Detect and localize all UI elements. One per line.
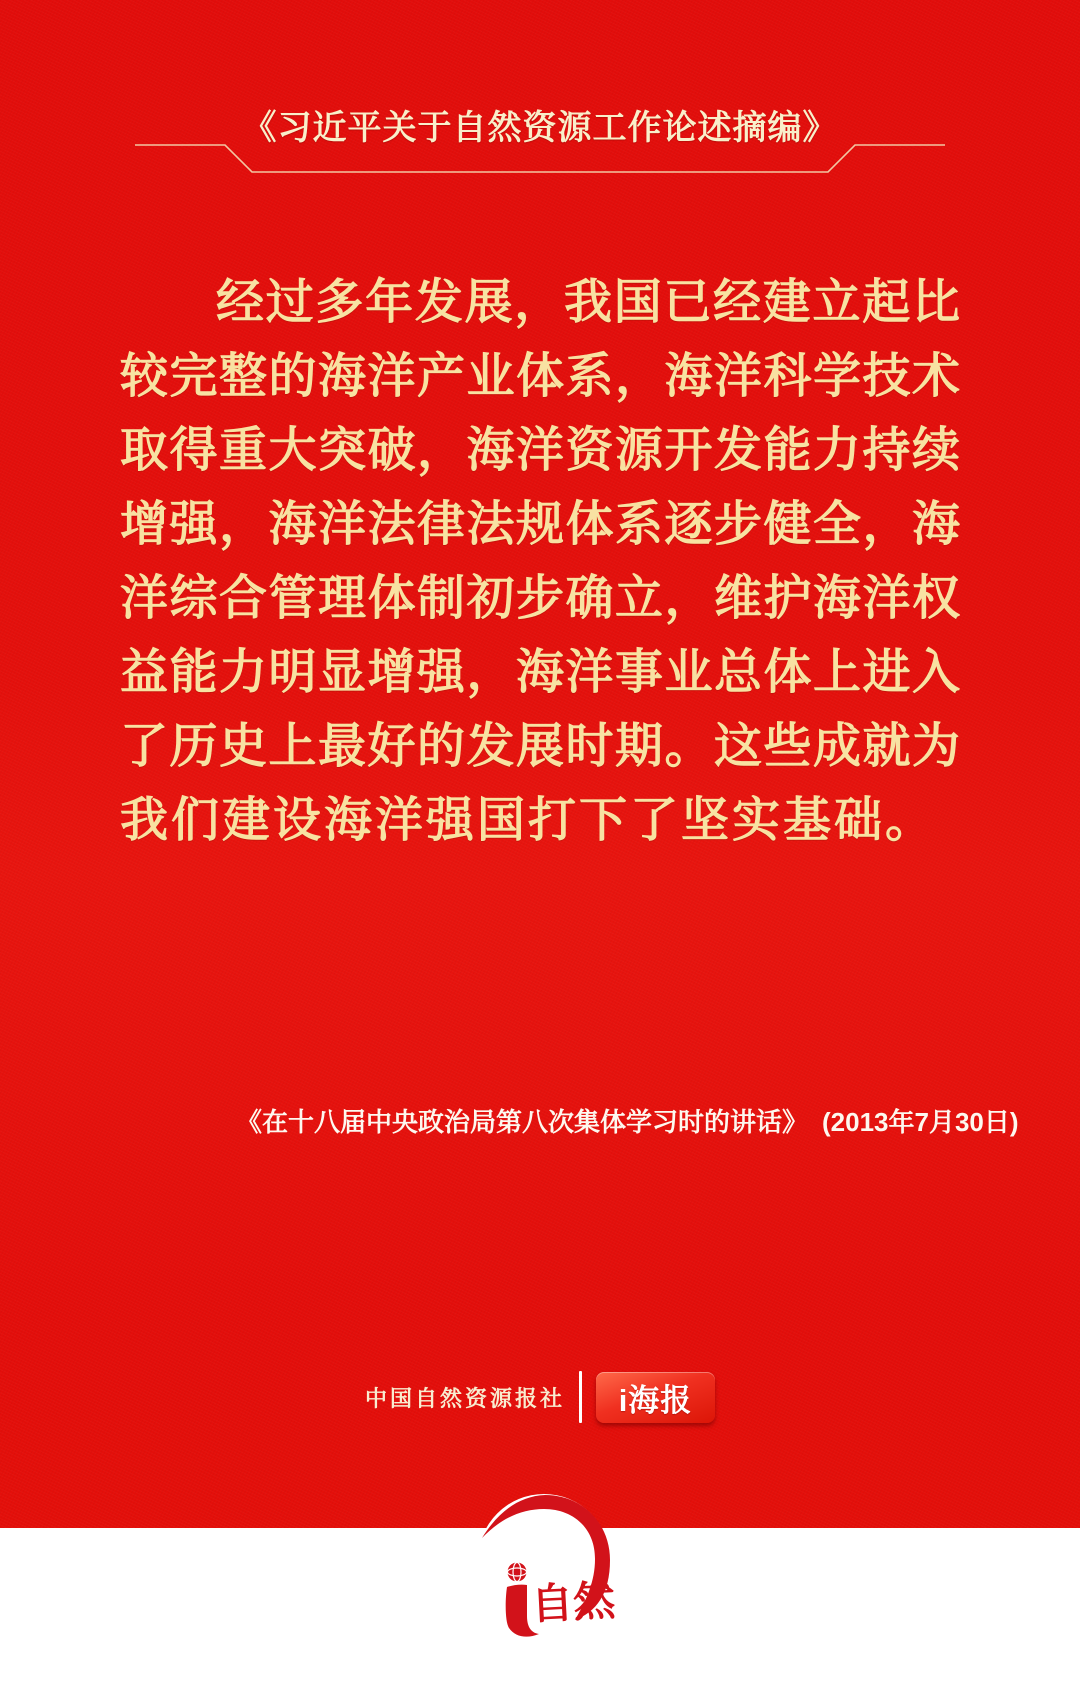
quote-line: 经过多年发展，我国已经建立起比 [216, 276, 960, 329]
quote-line: 益能力明显增强，海洋事业总体上进入 [120, 646, 960, 699]
quote-line: 增强，海洋法律法规体系逐步健全，海 [120, 498, 960, 551]
title-underline-decoration [0, 130, 1080, 180]
ihaibao-badge [596, 1372, 715, 1423]
divider-line [579, 1371, 582, 1423]
brand-row [0, 1370, 1080, 1424]
quote-paragraph [120, 266, 960, 858]
quote-line: 我们建设海洋强国打下了坚实基础。 [120, 794, 937, 847]
logo-text: 自然 [530, 1578, 617, 1630]
publisher-name: 中国自然资源报社 [364, 1385, 565, 1411]
iziran-logo [450, 1478, 650, 1681]
page-title: 《习近平关于自然资源工作论述摘编》 [242, 110, 838, 147]
quote-line: 洋综合管理体制初步确立，维护海洋权 [120, 572, 960, 625]
citation [236, 1104, 1019, 1140]
citation-source: 《在十八届中央政治局第八次集体学习时的讲话》 [236, 1107, 809, 1137]
quote-line: 了历史上最好的发展时期。这些成就为 [120, 720, 960, 773]
ihaibao-badge-label: i海报 [618, 1382, 693, 1418]
quote-line: 较完整的海洋产业体系，海洋科学技术 [120, 350, 960, 403]
quote-line: 取得重大突破，海洋资源开发能力持续 [120, 424, 960, 477]
citation-date: (2013年7月30日) [822, 1107, 1019, 1137]
globe-icon [508, 1563, 527, 1582]
